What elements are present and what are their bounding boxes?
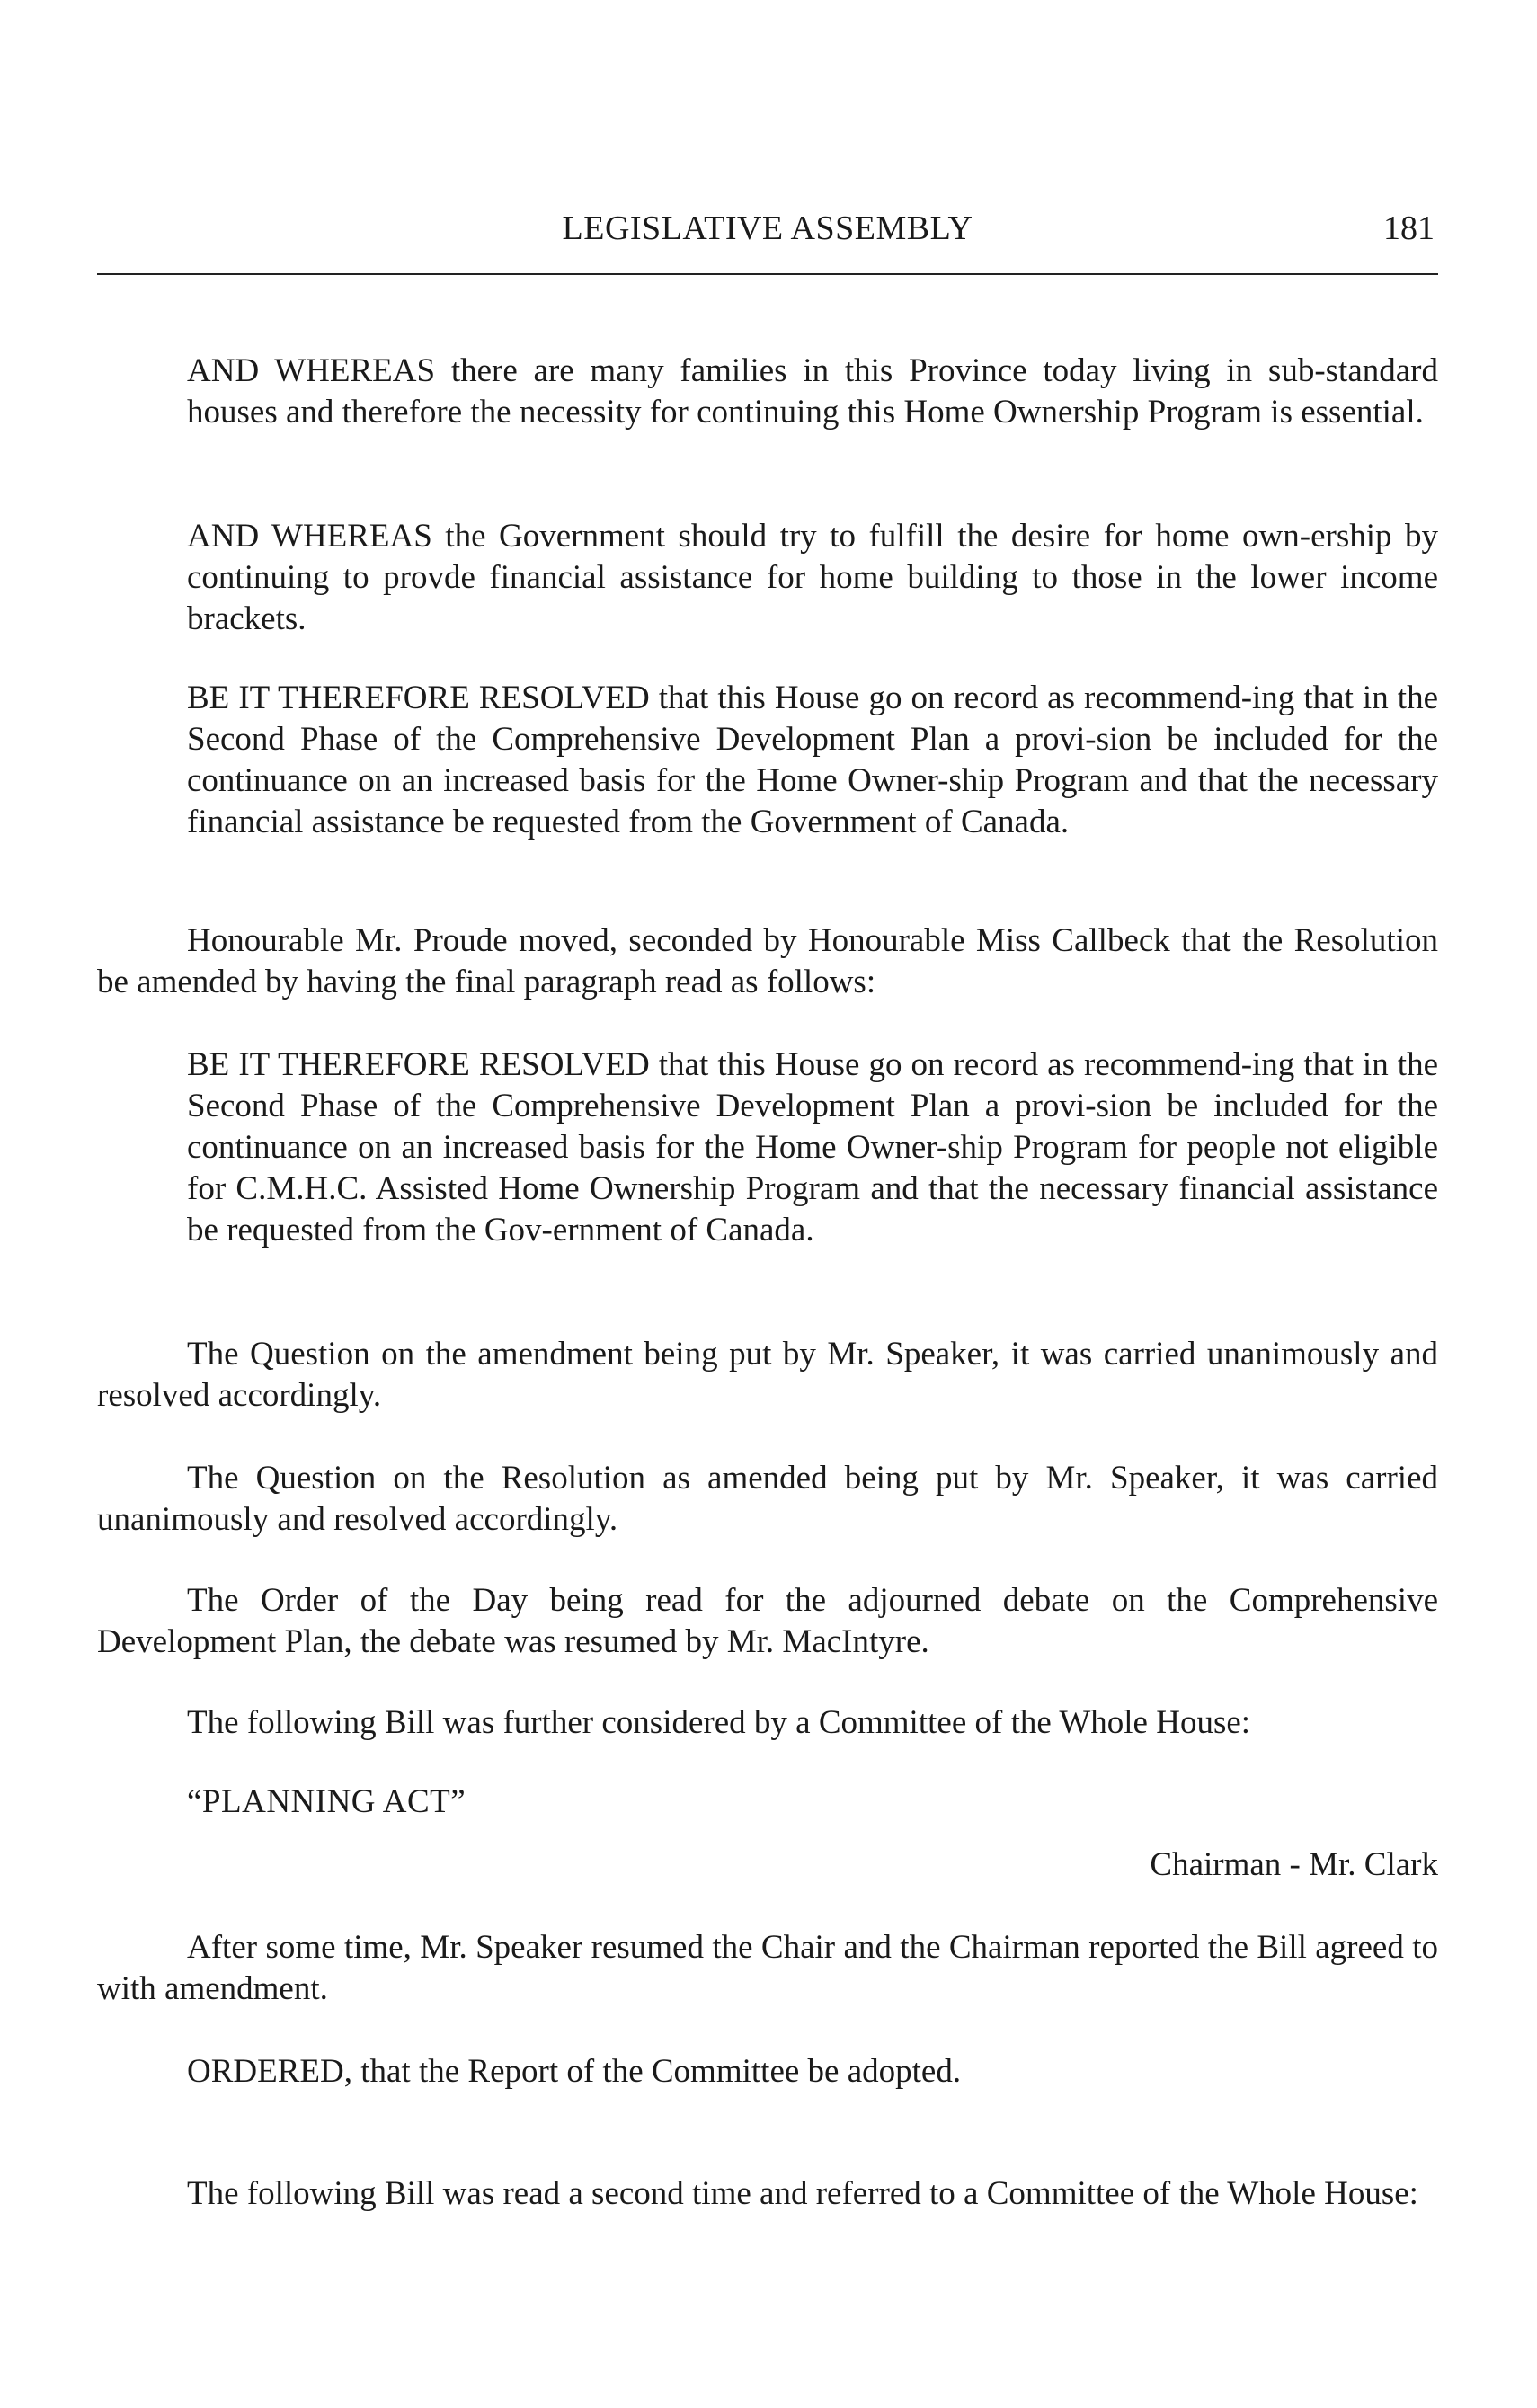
chairman-line: Chairman - Mr. Clark [1150,1846,1438,1883]
resolved-paragraph-2: BE IT THEREFORE RESOLVED that this House go on record as recommend-ing that in the Second Phase of the Comprehensive Development Plan a provi-sion be included for the continuance on an increased basis for the Home Owner-ship Program for people not eligible for C.M.H.C. Assisted Home Ownership Program and that the necessary financial assistance be requested from the Gov-ernment of Canada. [187,1046,1438,1248]
resolved-paragraph-1: BE IT THEREFORE RESOLVED that this House go on record as recommend-ing that in the Second Phase of the Comprehensive Development Plan a provi-sion be included for the continuance on an increased basis for the Home Owner-ship Program and that the necessary financial assistance be requested from the Government of Canada. [187,680,1438,840]
bill-considered-paragraph: The following Bill was further considered by a Committee of the Whole House: [187,1704,1251,1741]
speaker-resumed-paragraph: After some time, Mr. Speaker resumed the Chair and the Chairman reported the Bill agreed to with amendment. [97,1929,1438,2007]
ordered-paragraph: ORDERED, that the Report of the Committee be adopted. [187,2053,962,2090]
whereas-paragraph-2: AND WHEREAS the Government should try to fulfill the desire for home own-ership by continuing to provde financial assistance for home building to those in the lower income brackets. [187,518,1438,637]
page-number: 181 [1383,209,1435,247]
second-reading-paragraph: The following Bill was read a second time and referred to a Committee of the Whole House: [187,2175,1418,2212]
bill-title: “PLANNING ACT” [187,1783,466,1820]
order-of-day-paragraph: The Order of the Day being read for the adjourned debate on the Comprehensive Development Plan, the debate was resumed by Mr. MacIntyre. [97,1582,1438,1660]
running-head: LEGISLATIVE ASSEMBLY [562,209,973,247]
page-body [97,0,1438,2408]
question-amendment-paragraph: The Question on the amendment being put by Mr. Speaker, it was carried unanimously and resolved accordingly. [97,1336,1438,1414]
question-resolution-paragraph: The Question on the Resolution as amended being put by Mr. Speaker, it was carried unanimously and resolved accordingly. [97,1460,1438,1538]
amendment-motion-paragraph: Honourable Mr. Proude moved, seconded by Honourable Miss Callbeck that the Resolution be amended by having the final paragraph read as follows: [97,922,1438,1000]
whereas-paragraph-1: AND WHEREAS there are many families in this Province today living in sub-standard houses and therefore the necessity for continuing this Home Ownership Program is essential. [187,352,1438,431]
